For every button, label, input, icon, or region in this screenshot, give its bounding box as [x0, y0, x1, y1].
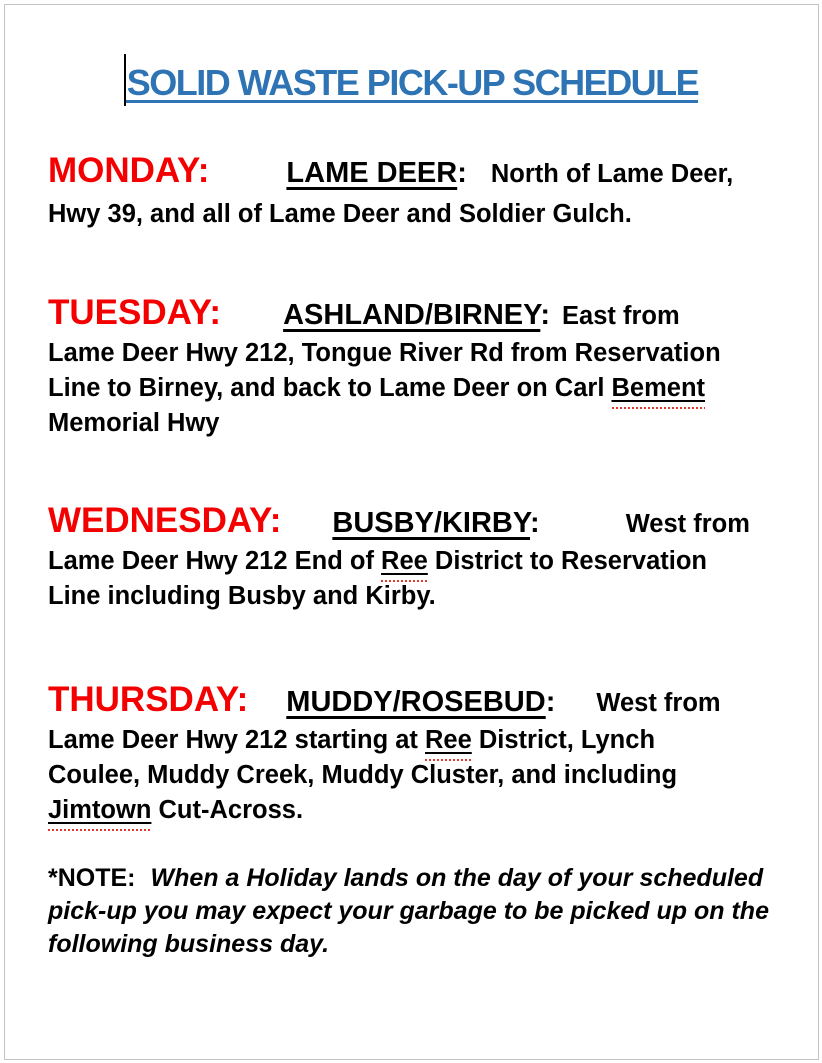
body-text: Lame Deer Hwy 212 End of	[48, 547, 382, 575]
monday-region-label: LAME DEER	[286, 157, 458, 189]
section-monday	[48, 148, 733, 232]
note-block	[48, 862, 769, 961]
thursday-heading-line	[48, 677, 721, 723]
body-text: District, Lynch	[471, 726, 656, 754]
note-line	[48, 862, 769, 895]
tuesday-body-line	[48, 371, 721, 406]
tuesday-body-line: Lame Deer Hwy 212, Tongue River Rd from Reservation	[48, 339, 721, 367]
section-wednesday	[48, 498, 750, 614]
title-underline	[124, 62, 699, 103]
underlined-word	[612, 374, 706, 402]
body-text: Line to Birney, and back to Lame Deer on Carl	[48, 374, 612, 402]
document-title: SOLID WASTE PICK-UP SCHEDULE	[126, 62, 699, 103]
wednesday-body-line: Line including Busby and Kirby.	[48, 582, 436, 610]
wednesday-region-colon: :	[530, 507, 540, 539]
monday-day-label: MONDAY:	[48, 151, 210, 190]
tuesday-region-colon: :	[540, 299, 551, 331]
thursday-region-label: MUDDY/ROSEBUD	[286, 686, 546, 718]
body-text: District to Reservation	[427, 547, 707, 575]
misspelled-word: Ree	[424, 726, 472, 754]
monday-body-line: Hwy 39, and all of Lame Deer and Soldier Gulch.	[48, 200, 632, 228]
thursday-body-line	[48, 793, 721, 828]
wednesday-intro-text: West from	[625, 510, 750, 538]
section-tuesday	[48, 290, 721, 441]
note-line: following business day.	[48, 930, 330, 958]
thursday-region-colon: :	[545, 686, 556, 718]
monday-intro-text: North of Lame Deer,	[490, 160, 734, 188]
monday-heading-line	[48, 148, 733, 194]
note-line: pick-up you may expect your garbage to be picked up on the	[48, 897, 769, 925]
thursday-body-line	[48, 723, 721, 758]
text-cursor	[124, 54, 126, 106]
misspelled-word: Bement	[611, 374, 706, 402]
wednesday-day-label: WEDNESDAY:	[48, 501, 282, 540]
underlined-word	[381, 547, 428, 575]
body-text: Lame Deer Hwy 212 starting at	[48, 726, 425, 754]
body-text: Cut-Across.	[151, 796, 304, 824]
tuesday-heading-line	[48, 290, 721, 336]
thursday-intro-text: West from	[596, 689, 721, 717]
thursday-day-label: THURSDAY:	[48, 680, 249, 719]
note-text: When a Holiday lands on the day of your scheduled	[150, 864, 764, 892]
wednesday-region-label: BUSBY/KIRBY	[332, 507, 531, 539]
thursday-body-line: Coulee, Muddy Creek, Muddy Cluster, and including	[48, 761, 678, 789]
underlined-word	[48, 796, 151, 824]
monday-region-colon: :	[457, 157, 467, 189]
underlined-word	[425, 726, 472, 754]
tuesday-day-label: TUESDAY:	[48, 293, 222, 332]
misspelled-word: Jimtown	[48, 796, 152, 824]
section-thursday	[48, 677, 721, 828]
title-line	[0, 54, 822, 111]
misspelled-word: Ree	[381, 547, 428, 575]
wednesday-heading-line	[48, 498, 750, 544]
tuesday-intro-text: East from	[562, 302, 680, 330]
wednesday-body-line	[48, 544, 750, 579]
tuesday-body-line: Memorial Hwy	[48, 409, 220, 437]
note-label: *NOTE:	[48, 864, 136, 892]
tuesday-region-label: ASHLAND/BIRNEY	[283, 299, 541, 331]
